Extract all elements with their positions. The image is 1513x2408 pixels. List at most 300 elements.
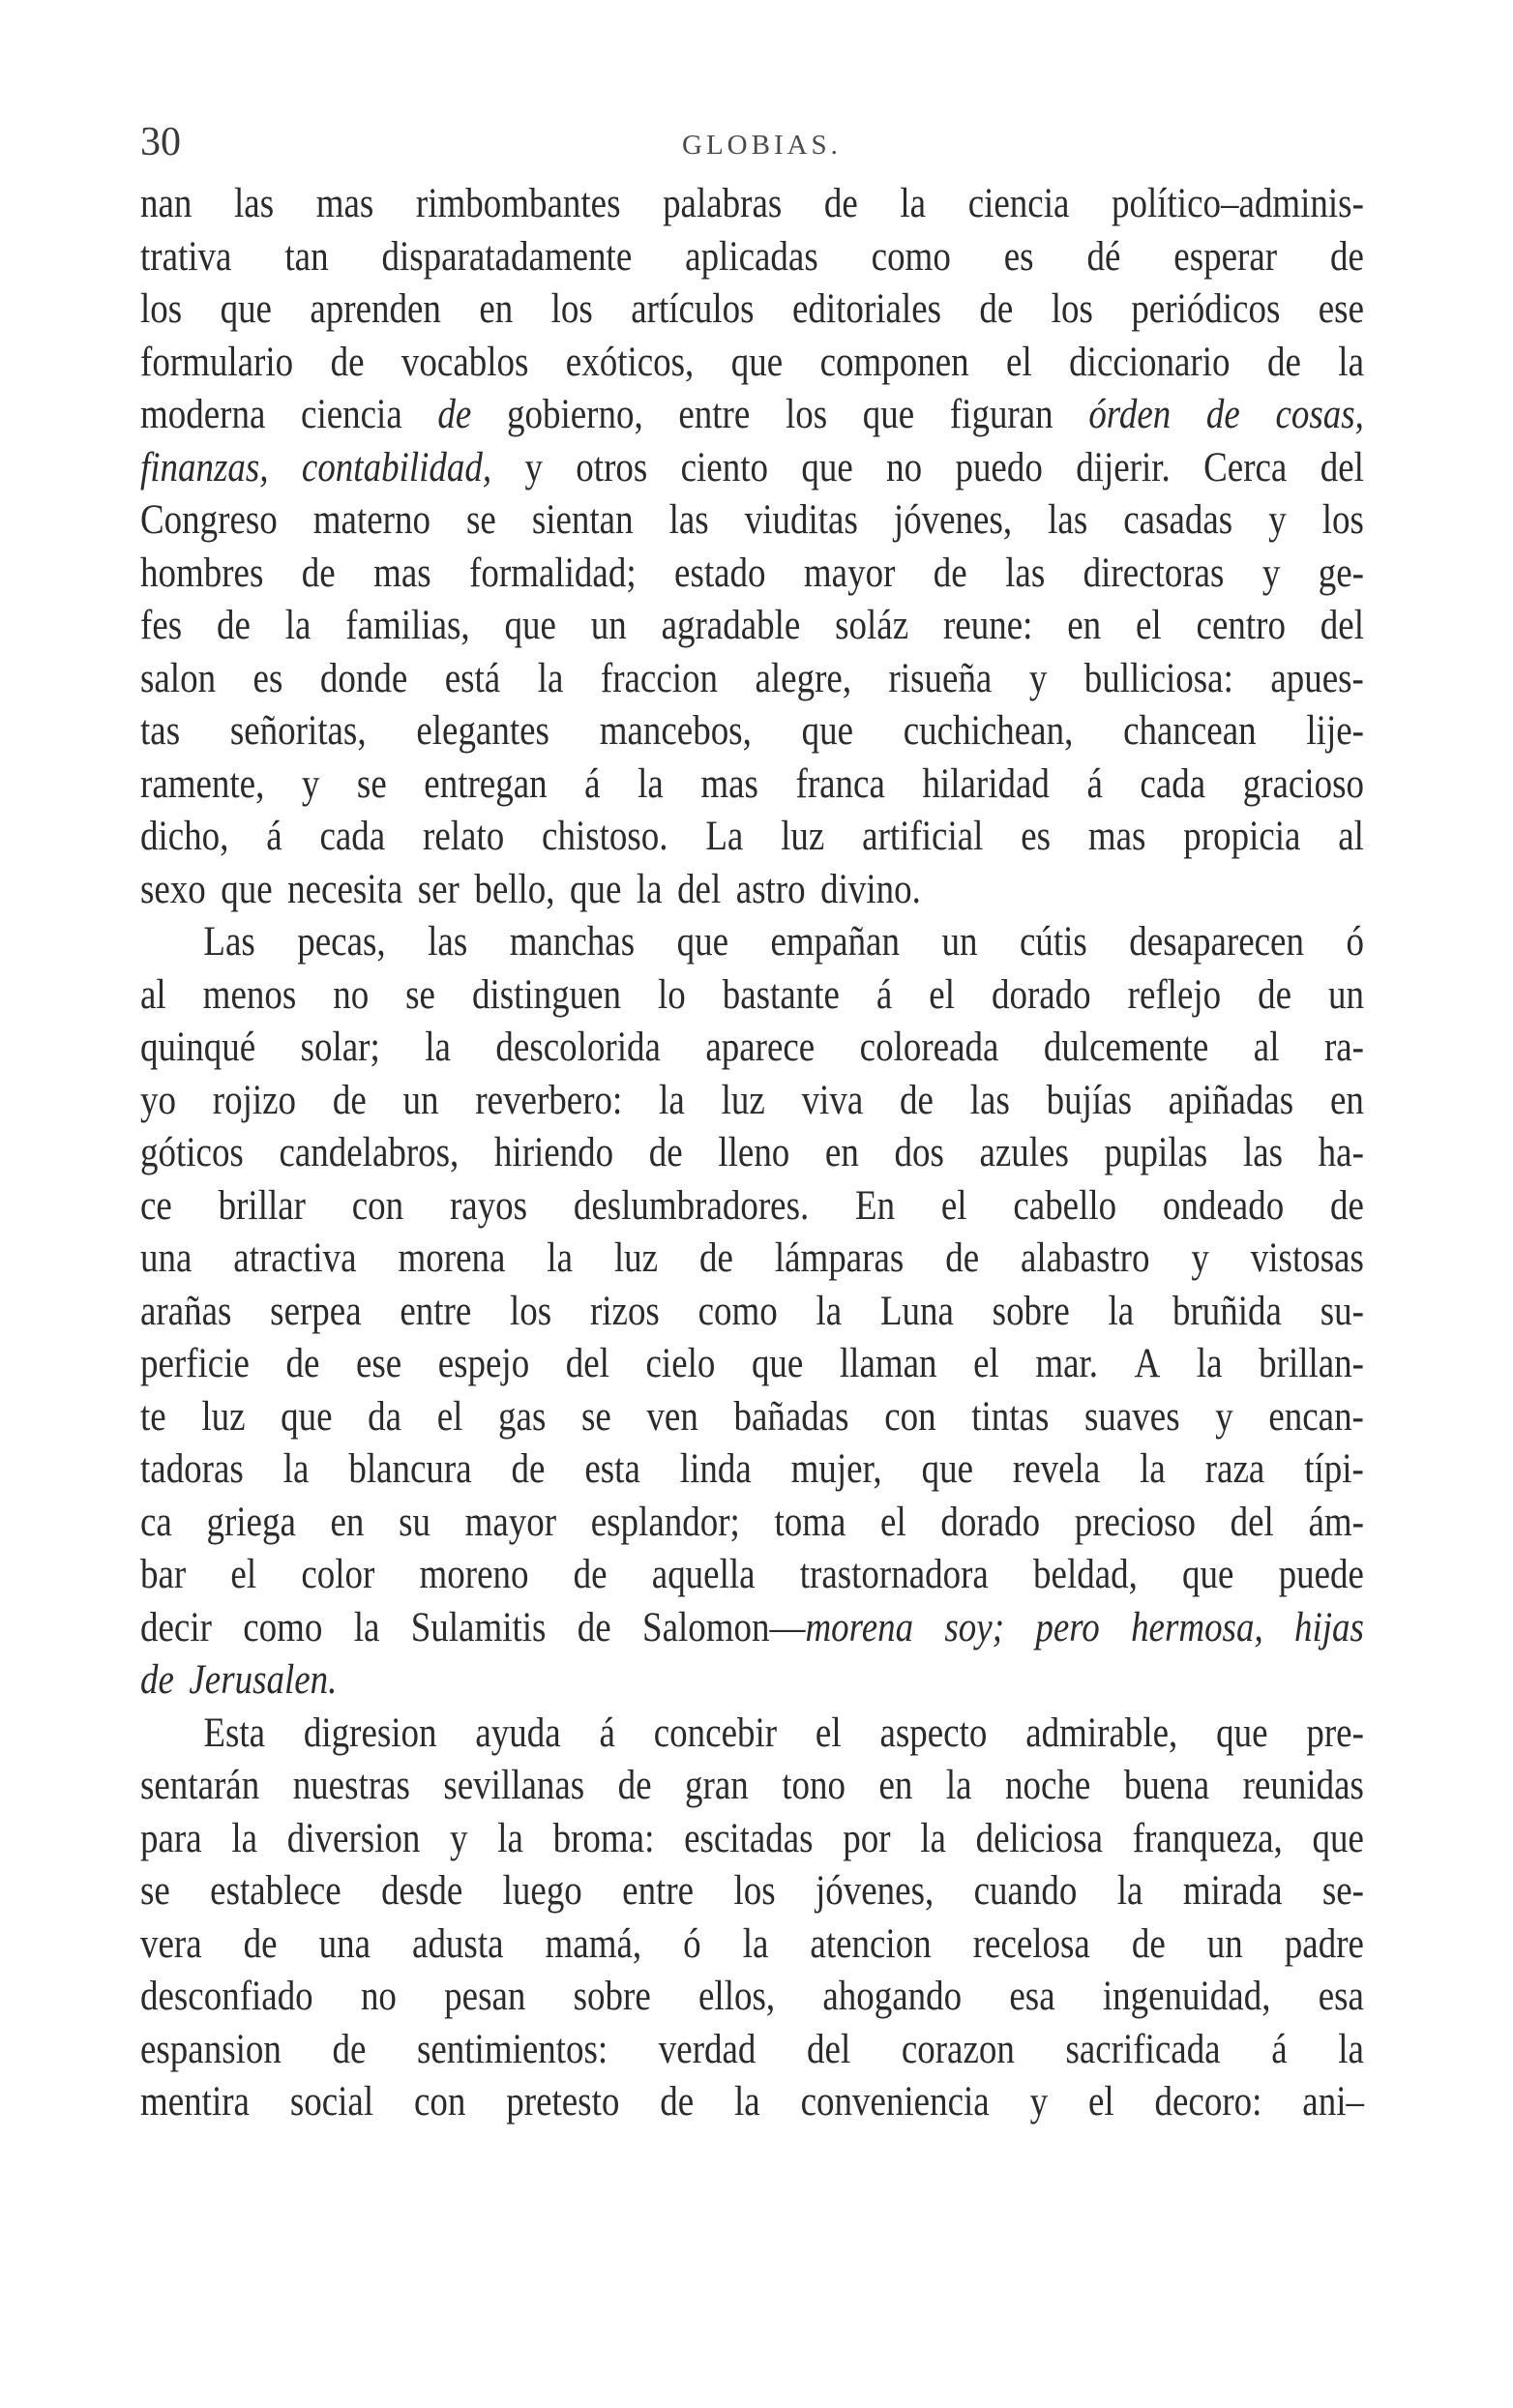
word: se [580, 1393, 611, 1440]
word: fes [140, 603, 183, 648]
word: que [1182, 1552, 1234, 1597]
word: un [590, 603, 627, 648]
word: lije- [1306, 708, 1364, 754]
text-line [140, 1180, 1364, 1234]
word: el [230, 1552, 257, 1597]
word: formulario [140, 339, 294, 385]
word: esa [1009, 1974, 1055, 2019]
word: Congreso [140, 497, 278, 543]
word: reflejo [1127, 971, 1222, 1018]
word: serpea [270, 1288, 362, 1334]
word: aparece [705, 1025, 816, 1070]
word: el [973, 1341, 999, 1386]
word: de [1329, 233, 1364, 280]
word: es [1003, 233, 1034, 280]
word: color [301, 1552, 375, 1597]
word: vistosas [1250, 1235, 1364, 1281]
word: en [1067, 603, 1102, 648]
word: rizos [589, 1288, 660, 1334]
word: las [668, 497, 709, 543]
word: propicia [1183, 814, 1301, 859]
word: materno [312, 497, 430, 543]
word: jóvenes, [893, 497, 1013, 543]
word: coloreada [859, 1025, 999, 1070]
word: menos [202, 971, 297, 1018]
text-line [140, 1233, 1364, 1286]
word: ca [140, 1499, 172, 1545]
word: se [140, 1868, 170, 1914]
word: de [437, 392, 472, 437]
word: Luna [879, 1288, 954, 1334]
word: la [734, 2079, 760, 2125]
word: se [465, 497, 496, 543]
word: establece [210, 1868, 341, 1914]
word: que [220, 286, 272, 332]
word: del [565, 1341, 609, 1386]
word: los [785, 392, 828, 437]
word: los [550, 286, 593, 332]
word: figuran [949, 392, 1053, 437]
word: mas [700, 760, 758, 807]
word: tan [284, 233, 329, 280]
word: desaparecen [1129, 919, 1304, 965]
word: dijerir. [1076, 444, 1171, 491]
word: toma [774, 1499, 846, 1545]
word: formalidad; [469, 550, 637, 596]
word: luz [613, 1235, 659, 1281]
word: á [584, 760, 601, 807]
word: descolorida [495, 1025, 661, 1070]
word: los [1321, 497, 1364, 543]
word: luz [201, 1393, 246, 1440]
word: sobre [573, 1974, 651, 2019]
word: tintas [971, 1393, 1050, 1440]
word: morena [398, 1235, 506, 1281]
word: de [1258, 971, 1292, 1018]
word: da [368, 1393, 402, 1440]
word: cuando [973, 1868, 1078, 1914]
word: que [676, 919, 728, 965]
word: necesita [287, 866, 403, 912]
word: aspecto [879, 1709, 988, 1756]
text-line [140, 283, 1364, 337]
word: el [1006, 339, 1032, 385]
word: ám- [1308, 1499, 1364, 1545]
word: ó [683, 1920, 701, 1967]
word: trativa [140, 233, 232, 280]
word: la [638, 760, 664, 807]
text-line [140, 494, 1364, 548]
word: ahogando [822, 1974, 963, 2019]
word: espejo [437, 1341, 530, 1386]
word: finanzas, [140, 444, 269, 491]
word: ó [1346, 919, 1364, 965]
word: reverbero: [475, 1077, 623, 1123]
word: dicho, [140, 814, 229, 859]
word: sacrificada [1065, 2026, 1221, 2072]
word: conveniencia [800, 2079, 990, 2125]
word: de [140, 1657, 174, 1703]
word: de [243, 1920, 278, 1967]
word: las [234, 181, 275, 226]
word: aquella [651, 1552, 756, 1597]
word: padre [1284, 1920, 1364, 1967]
word: de [330, 339, 365, 385]
word: gracioso [1242, 760, 1364, 807]
word: la [636, 866, 663, 912]
word: exóticos, [565, 339, 695, 385]
word: astro [735, 866, 806, 912]
word: En [855, 1182, 896, 1229]
word: componen [819, 339, 969, 385]
word: recelosa [972, 1920, 1090, 1967]
word: decir [140, 1604, 212, 1650]
word: noche [1005, 1763, 1091, 1808]
word: de [511, 1446, 546, 1492]
word: no [333, 971, 370, 1018]
word: Esta [203, 1709, 266, 1756]
word: el [815, 1709, 842, 1756]
word: con [884, 1393, 936, 1440]
word: beldad, [1033, 1552, 1138, 1597]
word: lleno [718, 1130, 790, 1175]
word: deslumbradores. [573, 1182, 810, 1229]
word: es [1021, 814, 1052, 859]
word: sientan [531, 497, 634, 543]
word: sentimientos: [416, 2026, 608, 2072]
word: mas [315, 181, 374, 226]
word: como [697, 1288, 778, 1334]
word: yo [140, 1077, 176, 1123]
word: sentarán [140, 1763, 260, 1808]
word: digresion [303, 1709, 437, 1756]
word: pretesto [506, 2079, 620, 2125]
word: la [425, 1025, 451, 1070]
word: los [140, 286, 183, 332]
word: directoras [1083, 550, 1225, 596]
word: ha- [1318, 1130, 1364, 1175]
word: mayor [464, 1499, 557, 1545]
word: sexo [140, 866, 206, 912]
word: al [140, 971, 166, 1018]
word: es [252, 655, 283, 701]
word: desconfiado [140, 1974, 313, 2019]
text-line [140, 2024, 1364, 2077]
text-line [140, 1286, 1364, 1339]
word: tono [782, 1763, 846, 1808]
text-line [140, 653, 1364, 706]
word: risueña [888, 655, 993, 701]
word: con [413, 2079, 466, 2125]
word: y [1261, 550, 1281, 596]
word: y [450, 1815, 468, 1861]
word: moreno [419, 1552, 529, 1597]
text-line [140, 600, 1364, 653]
word: puedo [955, 444, 1043, 491]
word: la [284, 603, 312, 648]
word: en [878, 1763, 913, 1808]
word: sobre [992, 1288, 1070, 1334]
word: bello, [474, 866, 555, 912]
word: bulliciosa: [1083, 655, 1233, 701]
word: solar; [300, 1025, 380, 1070]
word: tas [140, 708, 181, 754]
text-line [140, 2076, 1364, 2129]
word: rimbombantes [415, 181, 621, 226]
page-number: 30 [140, 120, 181, 164]
word: ondeado [1162, 1182, 1285, 1229]
text-line [140, 548, 1364, 601]
word: atencion [810, 1920, 932, 1967]
word: del [677, 866, 722, 912]
word: hilaridad [922, 760, 1050, 807]
word: la [1116, 1868, 1143, 1914]
text-line [140, 178, 1364, 231]
word: llaman [839, 1341, 937, 1386]
word: cútis [1019, 919, 1087, 965]
word: soláz [835, 603, 909, 648]
word: entregan [424, 760, 548, 807]
word: en [824, 1130, 859, 1175]
word: apiñadas [1168, 1077, 1294, 1123]
word: un [941, 919, 978, 965]
word: contabilidad, [301, 444, 492, 491]
word: Salomon—morena [641, 1604, 914, 1650]
word: reunidas [1242, 1763, 1364, 1808]
word: divino. [820, 866, 921, 912]
word: lo [658, 971, 686, 1018]
text-line [140, 705, 1364, 758]
text-line [140, 864, 1364, 917]
word: góticos [140, 1130, 244, 1175]
word: un [1327, 971, 1364, 1018]
word: luego [502, 1868, 582, 1914]
word: pecas, [297, 919, 386, 965]
word: artículos [631, 286, 755, 332]
word: la [497, 1815, 523, 1861]
word: de [900, 1077, 934, 1123]
word: y [1028, 655, 1048, 701]
word: por [843, 1815, 891, 1861]
word: chistoso. [542, 814, 668, 859]
word: se- [1321, 1868, 1364, 1914]
word: un [402, 1077, 439, 1123]
word: brillar [218, 1182, 306, 1229]
word: nan [140, 181, 193, 226]
word: soy; [944, 1604, 1005, 1650]
word: cuchichean, [903, 708, 1074, 754]
word: dé [1086, 233, 1121, 280]
word: escitadas [684, 1815, 814, 1861]
word: que [221, 866, 273, 912]
word: disparatadamente [381, 233, 633, 280]
word: revela [1012, 1446, 1101, 1492]
word: franca [795, 760, 885, 807]
word: mamá, [545, 1920, 642, 1967]
running-head [140, 118, 1364, 166]
word: arañas [140, 1288, 232, 1334]
word: aplicadas [685, 233, 818, 280]
word: franqueza, [1132, 1815, 1283, 1861]
word: la [282, 1446, 310, 1492]
word: órden [1088, 392, 1172, 437]
word: te [140, 1393, 166, 1440]
word: mirada [1182, 1868, 1283, 1914]
word: político–adminis- [1112, 181, 1364, 226]
word: chancean [1123, 708, 1257, 754]
word: de [648, 1130, 683, 1175]
word: diccionario [1069, 339, 1231, 385]
word: el [929, 971, 955, 1018]
word: nuestras [292, 1763, 410, 1808]
word: candelabros, [279, 1130, 460, 1175]
word: mujer, [790, 1446, 882, 1492]
word: de [1266, 339, 1301, 385]
text-line [140, 758, 1364, 812]
word: bar [140, 1552, 187, 1597]
text-line [140, 1760, 1364, 1813]
text-line [140, 969, 1364, 1023]
word: la [920, 1815, 946, 1861]
word: de [573, 1552, 608, 1597]
word: la [900, 181, 927, 226]
word: que [504, 603, 556, 648]
word: hijas [1294, 1604, 1364, 1650]
word: desde [381, 1868, 463, 1914]
word: centro [1196, 603, 1286, 648]
word: en [1329, 1077, 1364, 1123]
word: puede [1278, 1552, 1364, 1597]
word: de [1131, 1920, 1166, 1967]
word: típi- [1304, 1446, 1364, 1492]
word: una [318, 1920, 371, 1967]
word: y [301, 760, 320, 807]
word: trastornadora [799, 1552, 989, 1597]
word: en [330, 1499, 365, 1545]
word: casadas [1123, 497, 1233, 543]
word: el [1087, 2079, 1114, 2125]
word: empañan [770, 919, 900, 965]
word: Cerca [1203, 444, 1288, 491]
word: esplandor; [590, 1499, 740, 1545]
running-title: GLOBIAS. [682, 130, 842, 161]
word: mas [1087, 814, 1146, 859]
word: tadoras [140, 1446, 244, 1492]
word: viva [801, 1077, 864, 1123]
word: hermosa, [1131, 1604, 1263, 1650]
word: cosas, [1275, 392, 1364, 437]
word: luz [721, 1077, 765, 1123]
word: ingenuidad, [1102, 1974, 1271, 2019]
word: ce [140, 1182, 172, 1229]
word: dorado [940, 1499, 1041, 1545]
word: la [1108, 1288, 1135, 1334]
text-line [140, 1918, 1364, 1972]
body-text [140, 178, 1364, 2129]
word: salon [140, 655, 217, 701]
word: de [945, 1235, 980, 1281]
word: dorado [991, 971, 1091, 1018]
word: las [1048, 497, 1088, 543]
word: entre [678, 392, 751, 437]
word: linda [679, 1446, 752, 1492]
word: vera [140, 1920, 202, 1967]
word: pero [1035, 1604, 1100, 1650]
word: broma: [552, 1815, 655, 1861]
text-line [140, 1443, 1364, 1497]
text-line [140, 1813, 1364, 1866]
word: que [801, 708, 853, 754]
word: y [1029, 2079, 1049, 2125]
word: las [1242, 1130, 1284, 1175]
text-line [140, 1549, 1364, 1602]
text-line [140, 1338, 1364, 1391]
word: admirable, [1025, 1709, 1178, 1756]
word: agradable [661, 603, 801, 648]
word: esa [1318, 1974, 1364, 2019]
word: á [266, 814, 282, 859]
word: las [969, 1077, 1010, 1123]
word: bruñida [1172, 1288, 1282, 1334]
text-line [140, 1602, 1364, 1655]
word: ese [1318, 286, 1364, 332]
word: ciento [680, 444, 768, 491]
word: verdad [658, 2026, 756, 2072]
word: la [945, 1763, 972, 1808]
word: suaves [1083, 1393, 1180, 1440]
word: moderna [140, 392, 266, 437]
word: que [730, 339, 784, 385]
word: á [1086, 760, 1103, 807]
word: de [933, 550, 967, 596]
word: distinguen [471, 971, 622, 1018]
word: de [301, 550, 336, 596]
text-line [140, 1391, 1364, 1444]
word: alabastro [1021, 1235, 1150, 1281]
word: gas [498, 1393, 547, 1440]
word: hombres [140, 550, 264, 596]
text-line [140, 1971, 1364, 2024]
word: de [1205, 392, 1240, 437]
word: pesan [444, 1974, 526, 2019]
word: para [140, 1815, 202, 1861]
word: ge- [1318, 550, 1364, 596]
word: pupilas [1104, 1130, 1208, 1175]
word: ciencia [301, 392, 402, 437]
word: ven [646, 1393, 698, 1440]
word: espansion [140, 2026, 282, 2072]
word: que [801, 444, 853, 491]
word: luz [781, 814, 825, 859]
word: sevillanas [443, 1763, 585, 1808]
word: mancebos, [599, 708, 752, 754]
word: rayos [449, 1182, 528, 1229]
text-line [140, 1497, 1364, 1550]
word: brillan- [1259, 1341, 1364, 1386]
word: deliciosa [975, 1815, 1104, 1861]
word: el [436, 1393, 463, 1440]
word: bastante [722, 971, 840, 1018]
word: como [871, 233, 951, 280]
word: esperar [1173, 233, 1278, 280]
word: y [1191, 1235, 1209, 1281]
word: ese [355, 1341, 402, 1386]
word: ser [417, 866, 460, 912]
word: que [751, 1341, 804, 1386]
word: elegantes [416, 708, 549, 754]
word: los [510, 1288, 552, 1334]
word: raza [1204, 1446, 1265, 1492]
